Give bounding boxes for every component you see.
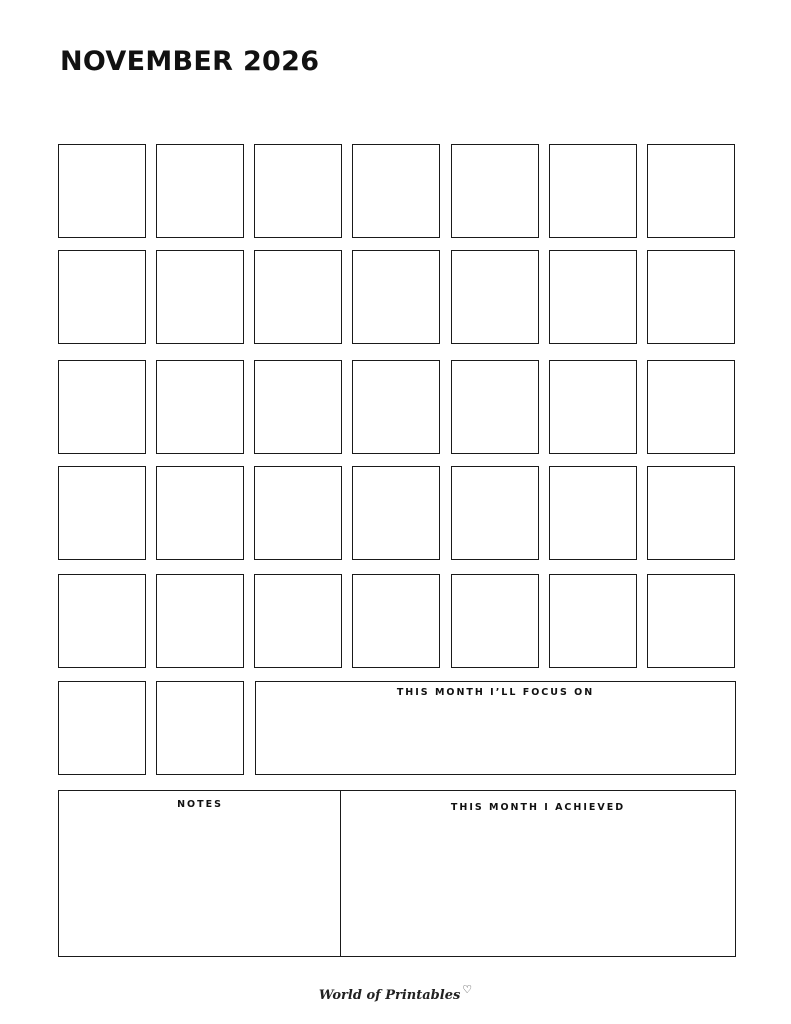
day-cell[interactable] [254,144,342,238]
day-cell[interactable] [549,144,637,238]
day-cell[interactable] [647,574,735,668]
day-cell[interactable] [58,574,146,668]
day-cell[interactable] [254,574,342,668]
achieved-label: THIS MONTH I ACHIEVED [450,802,626,813]
day-cell[interactable] [451,144,539,238]
day-cell[interactable] [647,250,735,344]
achieved-box[interactable] [340,790,736,957]
day-cell[interactable] [254,250,342,344]
day-cell[interactable] [58,360,146,454]
focus-box[interactable] [255,681,736,775]
day-cell[interactable] [156,360,244,454]
day-cell[interactable] [58,250,146,344]
footer-brand: World of Printables [318,988,461,1003]
day-cell[interactable] [254,360,342,454]
footer-logo [0,983,791,1003]
day-cell[interactable] [549,466,637,560]
day-cell[interactable] [254,466,342,560]
day-cell[interactable] [451,574,539,668]
day-cell[interactable] [352,144,440,238]
day-cell[interactable] [352,574,440,668]
day-cell[interactable] [156,574,244,668]
notes-label: NOTES [177,799,223,810]
notes-box[interactable] [58,790,342,957]
day-cell[interactable] [58,681,146,775]
day-cell[interactable] [352,250,440,344]
page-title: NOVEMBER 2026 [60,46,320,77]
day-cell[interactable] [549,250,637,344]
day-cell[interactable] [352,466,440,560]
day-cell[interactable] [156,681,244,775]
day-cell[interactable] [352,360,440,454]
day-cell[interactable] [647,144,735,238]
day-cell[interactable] [647,360,735,454]
day-cell[interactable] [451,360,539,454]
heart-icon: ♡ [462,983,473,996]
day-cell[interactable] [451,250,539,344]
day-cell[interactable] [549,360,637,454]
day-cell[interactable] [647,466,735,560]
day-cell[interactable] [58,466,146,560]
day-cell[interactable] [549,574,637,668]
day-cell[interactable] [451,466,539,560]
day-cell[interactable] [156,144,244,238]
day-cell[interactable] [156,250,244,344]
day-cell[interactable] [156,466,244,560]
focus-label: THIS MONTH I’LL FOCUS ON [396,687,595,698]
day-cell[interactable] [58,144,146,238]
